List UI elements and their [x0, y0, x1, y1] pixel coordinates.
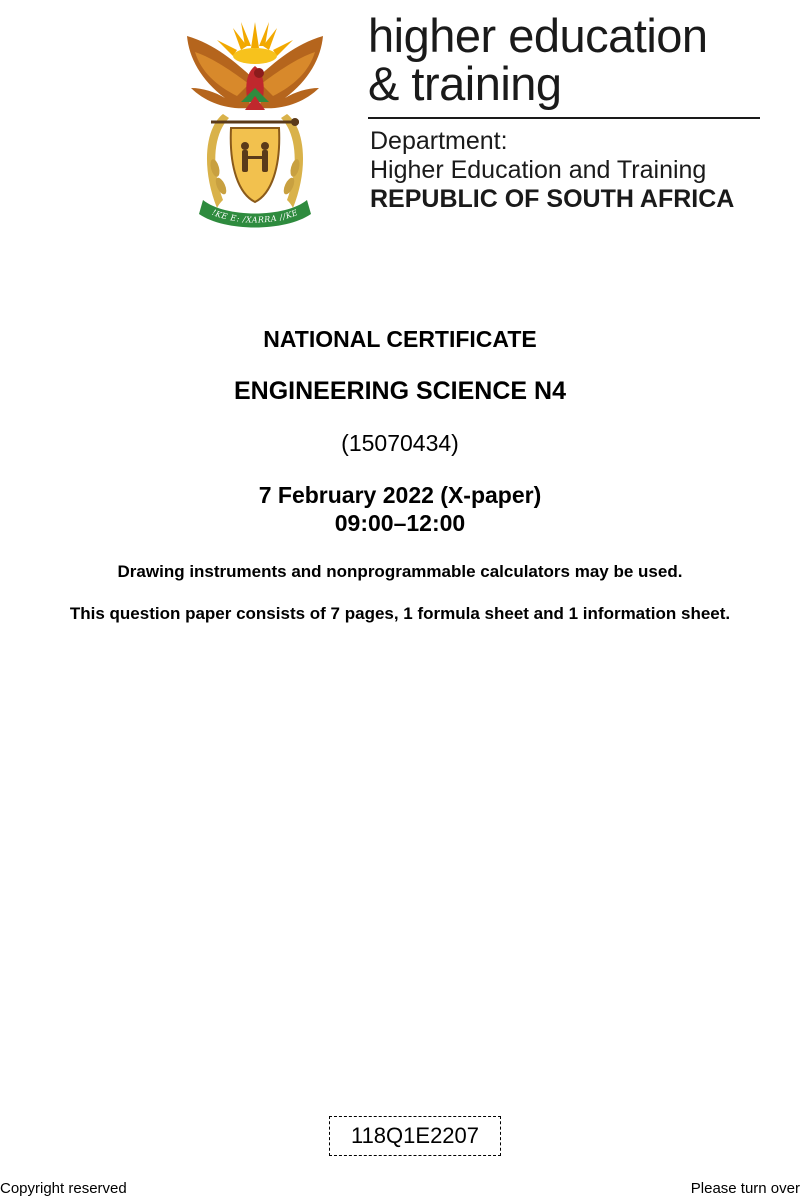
brand-line-1: higher education [368, 9, 708, 62]
shield [231, 128, 280, 202]
certificate-title: NATIONAL CERTIFICATE [263, 326, 537, 352]
instruction-calculators: Drawing instruments and nonprogrammable calculators may be used. [117, 562, 683, 581]
department-label: Department: [370, 127, 508, 155]
department-name: Higher Education and Training [370, 156, 707, 184]
turn-over-notice: Please turn over [690, 1180, 800, 1197]
subject-code: (15070434) [341, 430, 459, 456]
country-name: REPUBLIC OF SOUTH AFRICA [370, 185, 735, 213]
header-divider [368, 117, 760, 119]
paper-id-box: 118Q1E2207 [329, 1116, 501, 1156]
brand-line-2: & training [368, 57, 562, 110]
copyright-notice: Copyright reserved [0, 1180, 127, 1197]
subject-title: ENGINEERING SCIENCE N4 [233, 377, 566, 405]
exam-date: 7 February 2022 (X-paper) [258, 482, 542, 508]
right-tusk [281, 114, 303, 208]
instruction-pages: This question paper consists of 7 pages, 1 formula sheet and 1 information sheet. [69, 604, 731, 623]
left-tusk [207, 114, 229, 208]
svg-text:!KE E: /XARRA //KE: !KE E: /XARRA //KE [210, 207, 300, 225]
coat-of-arms-icon [175, 18, 335, 230]
exam-time: 09:00–12:00 [334, 510, 466, 536]
